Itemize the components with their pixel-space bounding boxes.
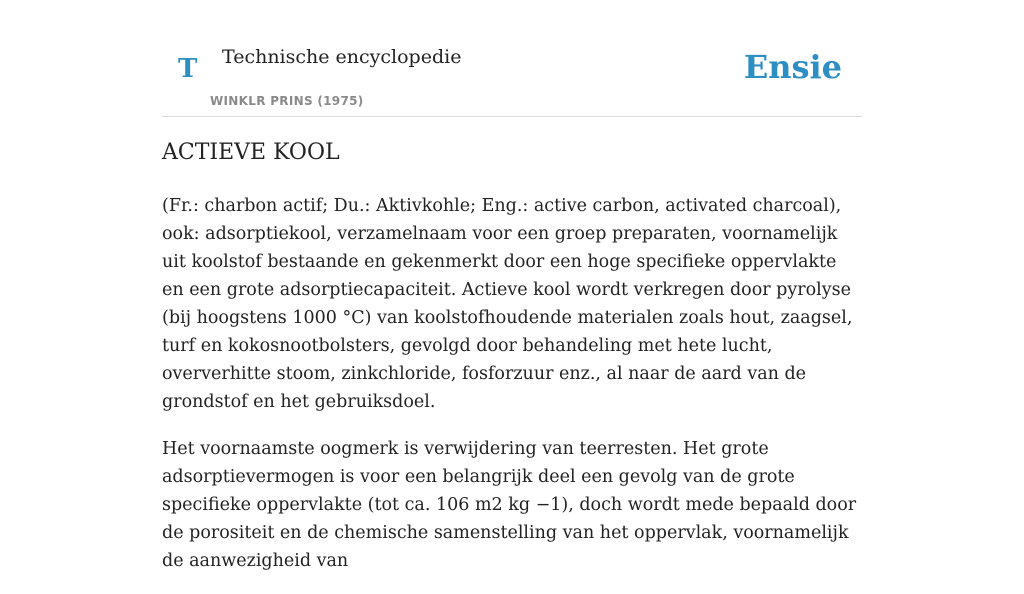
article-paragraph: (Fr.: charbon actif; Du.: Aktivkohle; Eng.: active carbon, activated charcoal), ook: adsorptiekool, verzamelnaam voor een groep preparaten, voornamelijk uit koolstof bestaande en gekenmerkt door een hoge specifieke oppervlakte en een grote adsorptiecapaciteit. Actieve kool wordt verkregen door pyrolyse (bij hoogstens 1000 °C) van koolstofhoudende materialen zoals hout, zaagsel, turf en kokosnootbolsters, gevolgd door behandeling met hete lucht, oververhitte stoom, zinkchloride, fosforzuur enz., al naar de aard van de grondstof en het gebruiksdoel. [162, 196, 853, 412]
source-title-link[interactable]: Technische encyclopedie [222, 46, 462, 68]
article-body [162, 192, 862, 594]
article-paragraph: Het voornaamste oogmerk is verwijdering van teerresten. Het grote adsorptievermogen is voor een belangrijk deel een gevolg van de grote specifieke oppervlakte (tot ca. 106 m2 kg −1), doch wordt mede bepaald door de porositeit en de chemische samenstelling van het oppervlak, voornamelijk de aanwezigheid van [162, 439, 857, 571]
source-subtitle: WINKLR PRINS (1975) [210, 94, 364, 108]
source-logo[interactable]: T [178, 54, 198, 84]
page [162, 0, 862, 571]
article-title: ACTIEVE KOOL [162, 140, 340, 165]
ensie-logo-link[interactable]: Ensie [743, 48, 842, 86]
source-header [162, 0, 862, 117]
